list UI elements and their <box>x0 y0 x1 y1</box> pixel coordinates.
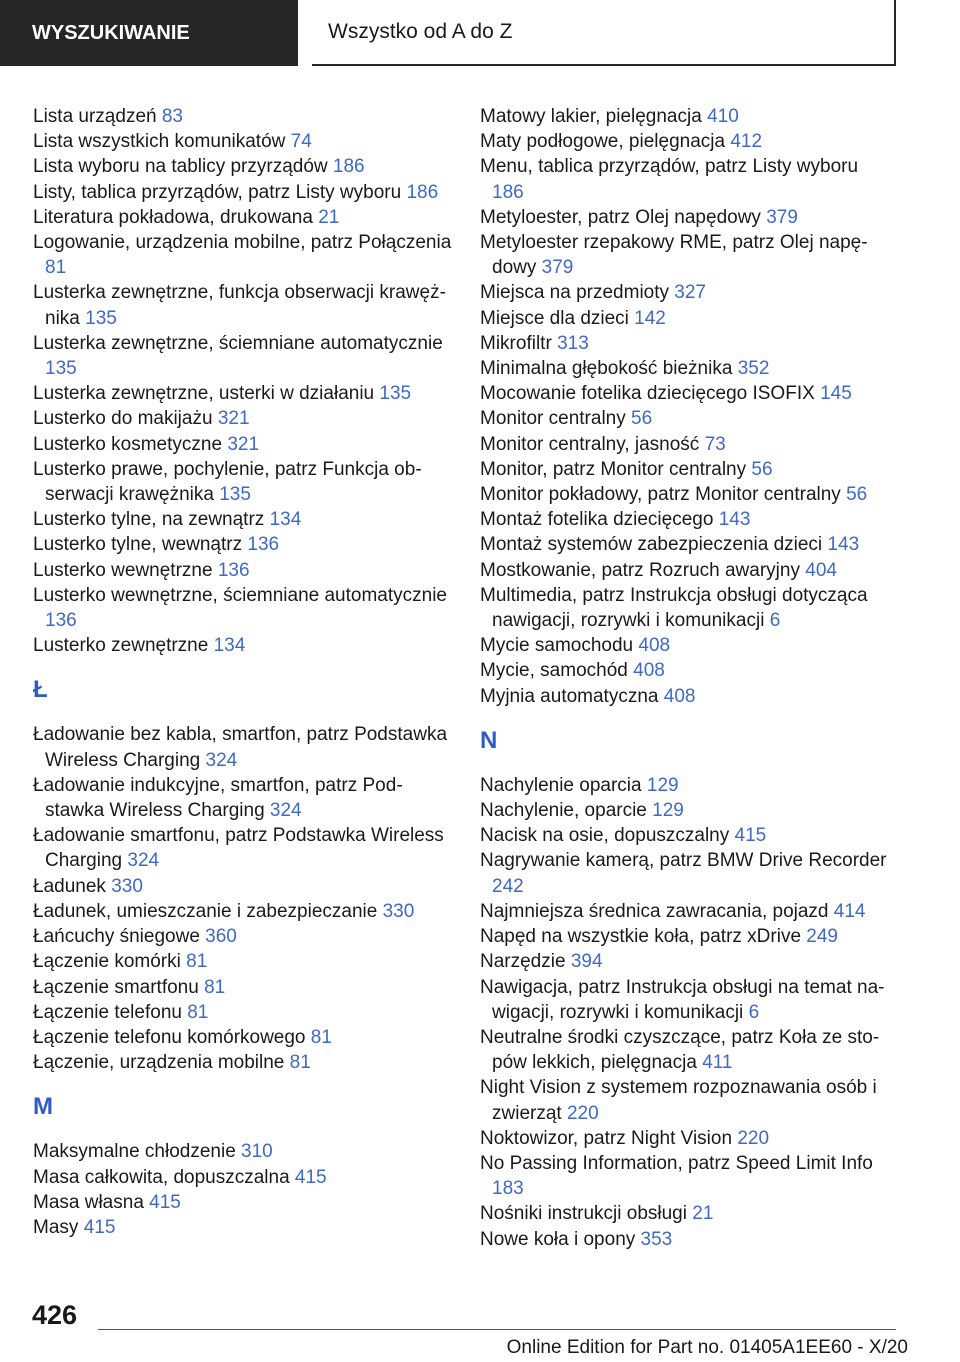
index-entry-page-link[interactable]: 145 <box>820 383 852 405</box>
index-entry-page-link[interactable]: 81 <box>310 1026 332 1048</box>
index-entry <box>33 331 453 381</box>
index-entry-term: Logowanie, urządzenia mobilne, patrz Połączenia <box>33 232 452 254</box>
index-entry-term: Noktowizor, patrz Night Vision <box>480 1127 738 1149</box>
index-entry-term: Lusterko tylne, na zewnątrz <box>33 509 270 531</box>
index-entry-term: Lusterko prawe, pochylenie, patrz Funkcja obserwacji krawężnika <box>33 458 422 506</box>
index-entry-page-link[interactable]: 56 <box>846 484 868 506</box>
index-entry <box>480 356 890 381</box>
index-entry-page-link[interactable]: 404 <box>805 559 837 581</box>
index-entry-page-link[interactable]: 56 <box>751 458 773 480</box>
index-entry-term: Łączenie, urządzenia mobilne <box>33 1052 290 1074</box>
index-entry-term: Łączenie telefonu <box>33 1001 188 1023</box>
index-entry <box>33 180 453 205</box>
index-entry-page-link[interactable]: 81 <box>186 951 208 973</box>
index-entry <box>33 381 453 406</box>
index-entry-page-link[interactable]: 415 <box>294 1166 327 1188</box>
index-entry-page-link[interactable]: 415 <box>734 825 767 847</box>
index-entry-page-link[interactable]: 220 <box>566 1102 599 1124</box>
footer-edition: Online Edition for Part no. 01405A1EE60 - X/20 <box>506 1337 908 1358</box>
index-entry <box>33 507 453 532</box>
index-entry <box>480 406 890 431</box>
index-entry-page-link[interactable]: 411 <box>702 1052 733 1074</box>
index-entry-term: Ładowanie bez kabla, smartfon, patrz Podstawka Wireless Charging <box>33 724 448 771</box>
index-entry-page-link[interactable]: 143 <box>827 534 860 556</box>
index-entry <box>480 798 890 823</box>
index-letter-heading: Ł <box>33 676 48 704</box>
index-entry-page-link[interactable]: 73 <box>704 433 726 455</box>
index-entry-term: Monitor pokładowy, patrz Monitor centralny <box>480 484 847 506</box>
index-column-right <box>480 104 890 1252</box>
index-entry-term: Mycie samochodu <box>480 635 639 657</box>
index-entry-term: Łączenie smartfonu <box>33 976 205 998</box>
index-entry-page-link[interactable]: 410 <box>707 106 739 127</box>
section-title: Wszystko od A do Z <box>312 0 896 66</box>
index-entry-page-link[interactable]: 414 <box>833 900 866 922</box>
index-entry-page-link[interactable]: 83 <box>161 106 183 127</box>
index-entry-term: Lusterko zewnętrzne <box>33 635 214 657</box>
index-entry-term: Łączenie komórki <box>33 951 187 973</box>
index-entry <box>33 457 453 507</box>
index-entry-page-link[interactable]: 6 <box>769 610 781 632</box>
index-entry-term: Ładowanie smartfonu, patrz Podstawka Wireless Charging <box>33 825 444 872</box>
index-entry <box>480 684 890 709</box>
index-entry-term: Nawigacja, patrz Instrukcja obsługi na temat nawigacji, rozrywki i komunikacji <box>480 976 885 1023</box>
index-entry-term: Mostkowanie, patrz Rozruch awaryjny <box>480 559 806 581</box>
index-entry-term: Maty podłogowe, pielęgnacja <box>480 131 731 153</box>
index-entry <box>480 1201 890 1226</box>
index-entry <box>480 381 890 406</box>
index-entry <box>480 1151 890 1201</box>
index-entry-term: Miejsce dla dzieci <box>480 307 635 329</box>
index-entry-page-link[interactable]: 324 <box>205 749 238 771</box>
index-entry-page-link[interactable]: 408 <box>633 660 665 682</box>
index-entry-term: Masy <box>33 1216 84 1238</box>
index-entry <box>33 280 453 330</box>
index-entry-page-link[interactable]: 415 <box>149 1191 181 1213</box>
index-entry <box>33 899 453 924</box>
index-entry-term: Masa całkowita, dopuszczalna <box>33 1166 295 1188</box>
index-entry-term: Night Vision z systemem rozpoznawania osób i zwierząt <box>480 1077 877 1124</box>
index-entry-term: Metyloester rzepakowy RME, patrz Olej napędowy <box>480 232 868 279</box>
index-entry <box>480 1075 890 1125</box>
index-entry <box>480 1227 890 1252</box>
index-entry-term: Literatura pokładowa, drukowana <box>33 206 319 228</box>
index-entry-term: Matowy lakier, pielęgnacja <box>480 106 708 127</box>
index-entry-page-link[interactable]: 21 <box>692 1203 714 1225</box>
index-entry-term: Nacisk na osie, dopuszczalny <box>480 825 735 847</box>
index-entry-page-link[interactable]: 186 <box>332 156 365 178</box>
index-entry-page-link[interactable]: 6 <box>748 1001 760 1023</box>
index-entry-term: Menu, tablica przyrządów, patrz Listy wyboru <box>480 156 859 178</box>
index-entry <box>480 975 890 1025</box>
index-entry-page-link[interactable]: 408 <box>638 635 671 657</box>
index-entry <box>33 633 453 658</box>
index-entry-page-link[interactable]: 136 <box>217 559 250 581</box>
index-entry-term: Ładunek, umieszczanie i zabezpieczanie <box>33 900 383 922</box>
index-entry-page-link[interactable]: 129 <box>652 800 684 822</box>
index-entry-page-link[interactable]: 21 <box>318 206 340 228</box>
index-entry-term: Nachylenie, oparcie <box>480 800 653 822</box>
index-entry-term: Lista wyboru na tablicy przyrządów <box>33 156 333 178</box>
index-entry-term: Nowe koła i opony <box>480 1228 641 1250</box>
page-header <box>0 0 960 66</box>
index-entry-term: Monitor, patrz Monitor centralny <box>480 458 752 480</box>
index-entry <box>33 975 453 1000</box>
index-entry-page-link[interactable]: 242 <box>492 875 524 897</box>
index-entry <box>33 532 453 557</box>
index-entry <box>480 532 890 557</box>
index-entry <box>480 331 890 356</box>
index-entry <box>33 1139 453 1164</box>
index-entry <box>480 658 890 683</box>
index-entry-page-link[interactable]: 81 <box>45 257 67 279</box>
index-entry-page-link[interactable]: 415 <box>83 1216 116 1238</box>
index-entry <box>33 773 453 823</box>
index-entry-page-link[interactable]: 143 <box>718 509 751 531</box>
index-entry <box>480 104 890 129</box>
index-entry-page-link[interactable]: 360 <box>205 926 237 948</box>
index-entry-term: Narzędzie <box>480 951 571 973</box>
index-entry <box>33 558 453 583</box>
index-entry-page-link[interactable]: 324 <box>127 850 160 872</box>
index-entry-term: Mikrofiltr <box>480 332 558 354</box>
index-entry-page-link[interactable]: 142 <box>634 307 666 329</box>
index-entry-page-link[interactable]: 135 <box>45 358 77 380</box>
index-entry <box>480 306 890 331</box>
index-entry <box>33 1000 453 1025</box>
index-entry-page-link[interactable]: 81 <box>187 1001 209 1023</box>
index-entry-term: Lusterko wewnętrzne, ściemniane automatycznie <box>33 584 447 606</box>
index-entry <box>480 129 890 154</box>
index-entry-page-link[interactable]: 352 <box>737 358 770 380</box>
index-entry <box>33 874 453 899</box>
index-entry-page-link[interactable]: 379 <box>541 257 574 279</box>
index-entry-term: Lusterko wewnętrzne <box>33 559 218 581</box>
index-entry-page-link[interactable]: 81 <box>204 976 226 998</box>
index-entry-term: Metyloester, patrz Olej napędowy <box>480 206 767 228</box>
index-entry <box>480 924 890 949</box>
index-entry <box>480 154 890 204</box>
index-entry-term: Nagrywanie kamerą, patrz BMW Drive Recorder <box>480 850 887 872</box>
index-entry-term: Monitor centralny <box>480 408 632 430</box>
index-entry-term: Masa własna <box>33 1191 150 1213</box>
index-entry-term: Lista wszystkich komunikatów <box>33 131 291 153</box>
index-entry <box>33 722 453 772</box>
index-entry-term: Ładowanie indukcyjne, smartfon, patrz Podstawka Wireless Charging <box>33 774 403 822</box>
index-entry-term: Najmniejsza średnica zawracania, pojazd <box>480 900 834 922</box>
index-entry-page-link[interactable]: 313 <box>557 332 589 354</box>
index-column-left <box>33 104 453 1240</box>
index-entry-term: Multimedia, patrz Instrukcja obsługi dotycząca nawigacji, rozrywki i komunikacji <box>480 584 868 632</box>
index-entry-page-link[interactable]: 136 <box>45 610 77 632</box>
index-entry <box>480 773 890 798</box>
index-entry-page-link[interactable]: 330 <box>382 900 415 922</box>
index-entry-page-link[interactable]: 135 <box>379 383 412 405</box>
index-entry <box>480 823 890 848</box>
index-entry-page-link[interactable]: 330 <box>111 875 143 897</box>
index-entry-page-link[interactable]: 220 <box>737 1127 770 1149</box>
index-entry-term: Lusterko kosmetyczne <box>33 433 228 455</box>
index-entry-term: Nośniki instrukcji obsługi <box>480 1203 693 1225</box>
index-entry-page-link[interactable]: 321 <box>227 433 260 455</box>
index-entry-term: Lusterko tylne, wewnątrz <box>33 534 248 556</box>
index-entry <box>480 205 890 230</box>
index-entry-term: No Passing Information, patrz Speed Limit Info <box>480 1152 873 1174</box>
index-entry <box>33 432 453 457</box>
page-number: 426 <box>32 1300 78 1330</box>
index-entry <box>480 230 890 280</box>
index-entry-term: Lista urządzeń <box>33 106 162 127</box>
index-entry-page-link[interactable]: 183 <box>492 1178 524 1200</box>
index-entry <box>480 507 890 532</box>
index-entry-page-link[interactable]: 136 <box>247 534 280 556</box>
index-entry <box>33 129 453 154</box>
index-entry-page-link[interactable]: 135 <box>219 484 251 506</box>
index-entry <box>480 432 890 457</box>
index-entry-term: Lusterka zewnętrzne, funkcja obserwacji krawężnika <box>33 282 446 329</box>
index-entry <box>33 1050 453 1075</box>
index-entry-page-link[interactable]: 129 <box>646 774 679 796</box>
index-entry-term: Neutralne środki czyszczące, patrz Koła ze stopów lekkich, pielęgnacja <box>480 1026 880 1074</box>
index-entry-page-link[interactable]: 135 <box>85 307 117 329</box>
index-entry-page-link[interactable]: 394 <box>570 951 603 973</box>
index-entry <box>480 457 890 482</box>
index-entry <box>33 823 453 873</box>
index-entry-term: Listy, tablica przyrządów, patrz Listy wyboru <box>33 181 407 203</box>
index-entry-page-link[interactable]: 56 <box>631 408 653 430</box>
index-entry <box>33 1215 453 1240</box>
index-entry-page-link[interactable]: 327 <box>674 282 706 304</box>
index-entry-page-link[interactable]: 134 <box>269 509 302 531</box>
index-entry-term: Lusterka zewnętrzne, usterki w działaniu <box>33 383 380 405</box>
index-entry-term: Monitor centralny, jasność <box>480 433 705 455</box>
index-entry <box>480 848 890 898</box>
index-entry <box>480 949 890 974</box>
index-entry-page-link[interactable]: 408 <box>663 685 696 707</box>
index-entry <box>33 583 453 633</box>
index-entry-page-link[interactable]: 324 <box>269 800 302 822</box>
index-entry <box>33 205 453 230</box>
footer-divider <box>98 1329 896 1330</box>
index-entry <box>480 633 890 658</box>
index-entry-term: Minimalna głębokość bieżnika <box>480 358 738 380</box>
index-entry <box>480 1126 890 1151</box>
index-entry <box>480 280 890 305</box>
index-entry <box>33 406 453 431</box>
index-entry-term: Maksymalne chłodzenie <box>33 1141 242 1163</box>
index-entry <box>480 1025 890 1075</box>
index-entry-term: Montaż fotelika dziecięcego <box>480 509 719 531</box>
index-entry-page-link[interactable]: 186 <box>406 181 439 203</box>
index-entry-term: Ładunek <box>33 875 112 897</box>
index-entry-page-link[interactable]: 353 <box>640 1228 673 1250</box>
index-entry <box>33 924 453 949</box>
index-entry <box>480 482 890 507</box>
index-entry-page-link[interactable]: 186 <box>492 181 524 203</box>
index-entry-page-link[interactable]: 379 <box>766 206 798 228</box>
index-entry-term: Montaż systemów zabezpieczenia dzieci <box>480 534 828 556</box>
index-letter-heading: N <box>480 726 498 754</box>
index-entry-term: Napęd na wszystkie koła, patrz xDrive <box>480 926 807 948</box>
index-entry-term: Miejsca na przedmioty <box>480 282 675 304</box>
section-tab: WYSZUKIWANIE <box>0 0 298 66</box>
index-entry-term: Łączenie telefonu komórkowego <box>33 1026 311 1048</box>
index-entry <box>33 1025 453 1050</box>
index-entry-term: Łańcuchy śniegowe <box>33 926 206 948</box>
index-entry-page-link[interactable]: 412 <box>730 131 763 153</box>
index-entry-term: Lusterko do makijażu <box>33 408 218 430</box>
index-entry-term: Lusterka zewnętrzne, ściemniane automatycznie <box>33 332 443 354</box>
index-entry-term: Mycie, samochód <box>480 660 634 682</box>
index-entry-page-link[interactable]: 310 <box>241 1141 273 1163</box>
index-entry-page-link[interactable]: 249 <box>806 926 838 948</box>
index-entry-page-link[interactable]: 81 <box>289 1052 311 1074</box>
index-entry-term: Myjnia automatyczna <box>480 685 664 707</box>
index-entry-page-link[interactable]: 74 <box>290 131 312 153</box>
index-entry <box>33 104 453 129</box>
index-entry <box>33 949 453 974</box>
index-entry <box>33 1165 453 1190</box>
index-entry <box>33 1190 453 1215</box>
index-entry <box>33 230 453 280</box>
index-entry <box>480 558 890 583</box>
index-entry-term: Mocowanie fotelika dziecięcego ISOFIX <box>480 383 821 405</box>
index-entry-term: Nachylenie oparcia <box>480 774 647 796</box>
index-entry <box>480 899 890 924</box>
index-entry <box>33 154 453 179</box>
index-entry-page-link[interactable]: 321 <box>217 408 250 430</box>
index-entry-page-link[interactable]: 134 <box>213 635 246 657</box>
index-entry <box>480 583 890 633</box>
index-letter-heading: M <box>33 1093 53 1121</box>
